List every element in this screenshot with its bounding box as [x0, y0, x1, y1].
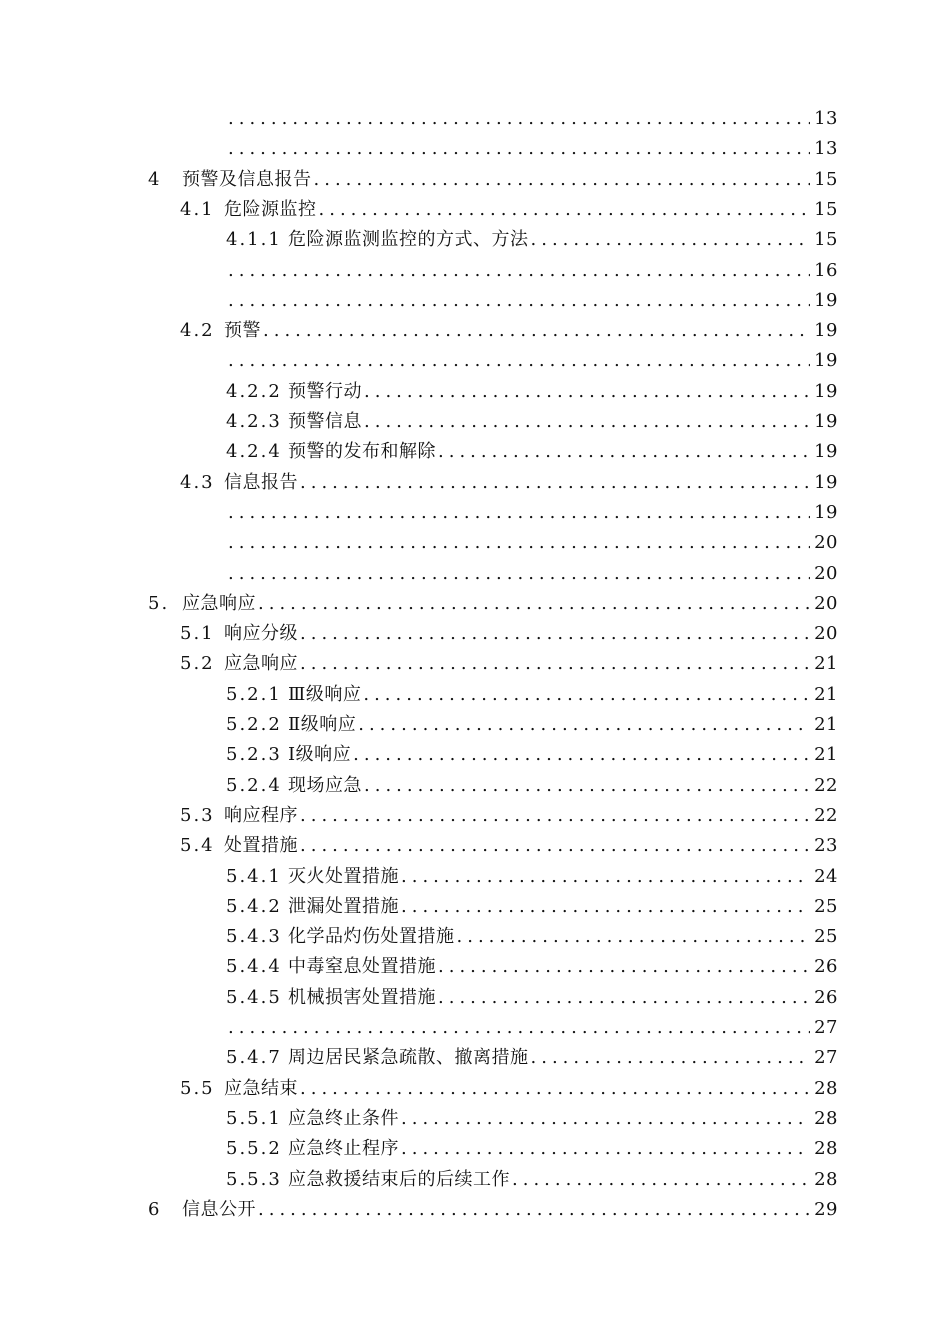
toc-row[interactable] — [0, 619, 950, 649]
toc-row[interactable] — [0, 892, 950, 922]
toc-row[interactable] — [0, 1195, 950, 1225]
toc-entry[interactable] — [226, 377, 838, 407]
toc-entry-title: 中毒窒息处置措施 — [288, 956, 436, 978]
toc-page-number: 19 — [814, 320, 838, 342]
toc-entry[interactable] — [180, 649, 838, 679]
toc-row[interactable] — [0, 771, 950, 801]
toc-entry-number: 5.4.5 — [226, 986, 282, 1008]
toc-dot-leader — [436, 983, 810, 1013]
toc-entry[interactable] — [180, 468, 838, 498]
toc-dot-leader — [399, 862, 810, 892]
toc-entry-number: 5.2.4 — [226, 774, 282, 796]
toc-entry-number: 5.5 — [180, 1077, 215, 1099]
toc-entry-number: 4.2.4 — [226, 441, 282, 463]
toc-entry[interactable] — [226, 407, 838, 437]
toc-dot-leader — [362, 771, 810, 801]
toc-page-number: 19 — [814, 441, 838, 463]
toc-dot-leader — [226, 104, 810, 134]
toc-entry[interactable] — [180, 801, 838, 831]
toc-page-number: 27 — [814, 1047, 838, 1069]
toc-page-number: 21 — [814, 653, 838, 675]
toc-entry-number: 5.4.7 — [226, 1047, 282, 1069]
toc-entry-title: 信息报告 — [224, 471, 298, 493]
toc-entry-title: 化学品灼伤处置措施 — [288, 926, 455, 948]
toc-entry[interactable] — [148, 1195, 838, 1225]
toc-entry[interactable] — [180, 831, 838, 861]
toc-dot-leader — [351, 740, 810, 770]
toc-entry-title: 应急响应 — [224, 653, 298, 675]
toc-page-number: 21 — [814, 744, 838, 766]
toc-dot-leader — [298, 649, 810, 679]
toc-entry-title: 响应程序 — [224, 804, 298, 826]
toc-entry[interactable] — [226, 952, 838, 982]
toc-entry-number: 5.2.2 — [226, 714, 282, 735]
toc-row[interactable] — [0, 468, 950, 498]
toc-entry-title: 危险源监测监控的方式、方法 — [288, 229, 529, 251]
toc-entry[interactable] — [226, 134, 838, 164]
toc-entry-title: Ⅰ级响应 — [288, 744, 352, 766]
toc-row[interactable] — [0, 134, 950, 164]
toc-page-number: 13 — [814, 108, 838, 129]
toc-entry[interactable] — [226, 286, 838, 316]
toc-entry-number: 5.2 — [180, 653, 215, 675]
toc-entry-title: 应急终止程序 — [288, 1138, 399, 1160]
toc-dot-leader — [312, 165, 811, 195]
toc-entry-title: 预警及信息报告 — [182, 168, 312, 190]
toc-entry[interactable] — [226, 104, 838, 134]
toc-entry-number: 5.5.1 — [226, 1107, 282, 1129]
toc-page-number: 26 — [814, 956, 838, 978]
toc-dot-leader — [226, 498, 810, 528]
toc-entry-number: 5.2.1 — [226, 683, 282, 705]
toc-entry[interactable] — [180, 1074, 838, 1104]
toc-entry-title: 周边居民紧急疏散、撤离措施 — [288, 1047, 529, 1069]
toc-page-number: 22 — [814, 774, 838, 796]
toc-dot-leader — [298, 801, 810, 831]
toc-dot-leader — [226, 346, 810, 376]
toc-page-number: 15 — [814, 198, 838, 220]
toc-page-number: 20 — [814, 562, 838, 584]
toc-dot-leader — [298, 1074, 810, 1104]
toc-page-number: 19 — [814, 289, 838, 311]
toc-entry[interactable] — [226, 1165, 838, 1195]
toc-dot-leader — [256, 1195, 810, 1225]
toc-entry-number: 4.3 — [180, 471, 215, 493]
toc-page-number: 27 — [814, 1017, 838, 1038]
toc-entry-title: 应急终止条件 — [288, 1107, 399, 1129]
toc-entry-title: 预警信息 — [288, 411, 362, 432]
toc-entry-title: 应急响应 — [182, 592, 256, 614]
toc-entry-title: 预警行动 — [288, 380, 362, 402]
toc-entry-number: 5.5.3 — [226, 1168, 282, 1190]
toc-page-number: 21 — [814, 683, 838, 705]
toc-dot-leader — [436, 952, 810, 982]
toc-entry-title: 应急结束 — [224, 1077, 298, 1099]
toc-dot-leader — [362, 407, 810, 437]
toc-dot-leader — [529, 1043, 811, 1073]
toc-entry[interactable] — [148, 589, 838, 619]
toc-entry[interactable] — [226, 710, 838, 740]
toc-row[interactable] — [0, 528, 950, 558]
toc-row[interactable] — [0, 710, 950, 740]
toc-entry-number: 5.1 — [180, 623, 215, 645]
toc-entry[interactable] — [226, 1134, 838, 1164]
toc-entry[interactable] — [226, 1043, 838, 1073]
toc-entry[interactable] — [226, 437, 838, 467]
toc-entry-number: 4.1.1 — [226, 229, 282, 251]
toc-entry-title: 泄漏处置措施 — [288, 895, 399, 917]
toc-row[interactable] — [0, 1104, 950, 1134]
toc-entry[interactable] — [226, 498, 838, 528]
toc-page-number: 22 — [814, 804, 838, 826]
toc-dot-leader — [298, 619, 810, 649]
toc-row[interactable] — [0, 286, 950, 316]
toc-row[interactable] — [0, 589, 950, 619]
toc-page-number: 19 — [814, 411, 838, 432]
toc-entry-title: 危险源监控 — [224, 198, 317, 220]
toc-entry-number: 4.1 — [180, 198, 215, 220]
toc-entry[interactable] — [226, 528, 838, 558]
toc-page-number: 15 — [814, 168, 838, 190]
toc-row[interactable] — [0, 346, 950, 376]
toc-row[interactable] — [0, 952, 950, 982]
toc-entry-title: 灭火处置措施 — [288, 865, 399, 887]
toc-dot-leader — [436, 437, 810, 467]
toc-entry[interactable] — [226, 680, 838, 710]
toc-page-number: 16 — [814, 259, 838, 281]
toc-dot-leader — [510, 1165, 810, 1195]
toc-page-number: 21 — [814, 714, 838, 735]
toc-row[interactable] — [0, 256, 950, 286]
toc-page-number: 25 — [814, 895, 838, 917]
toc-entry-number: 4.2.2 — [226, 380, 282, 402]
toc-entry[interactable] — [226, 559, 838, 589]
toc-entry[interactable] — [148, 165, 838, 195]
toc-dot-leader — [226, 286, 810, 316]
toc-entry-number: 5. — [148, 592, 170, 614]
toc-dot-leader — [399, 1104, 810, 1134]
toc-page-number: 19 — [814, 471, 838, 493]
toc-page-number: 13 — [814, 138, 838, 160]
toc-row[interactable] — [0, 922, 950, 952]
toc-entry[interactable] — [226, 892, 838, 922]
toc-entry-number: 5.4.1 — [226, 865, 282, 887]
toc-row[interactable] — [0, 801, 950, 831]
toc-entry-number: 5.2.3 — [226, 744, 282, 766]
toc-entry-number: 4 — [148, 168, 162, 190]
toc-page-number: 28 — [814, 1077, 838, 1099]
toc-entry-title: 预警 — [224, 320, 261, 342]
toc-dot-leader — [362, 377, 810, 407]
toc-dot-leader — [298, 468, 810, 498]
toc-row[interactable] — [0, 1013, 950, 1043]
toc-entry-title: 处置措施 — [224, 835, 298, 857]
toc-row[interactable] — [0, 1134, 950, 1164]
toc-page-number: 23 — [814, 835, 838, 857]
toc-entry-number: 4.2.3 — [226, 411, 282, 432]
toc-dot-leader — [261, 316, 810, 346]
toc-dot-leader — [455, 922, 811, 952]
toc-entry-number: 4.2 — [180, 320, 215, 342]
toc-dot-leader — [226, 528, 810, 558]
toc-row[interactable] — [0, 1043, 950, 1073]
toc-row[interactable] — [0, 740, 950, 770]
toc-page-number: 29 — [814, 1198, 838, 1220]
toc-dot-leader — [256, 589, 810, 619]
toc-page-number: 28 — [814, 1107, 838, 1129]
toc-entry-title: 信息公开 — [182, 1198, 256, 1220]
toc-entry[interactable] — [226, 1104, 838, 1134]
toc-entry-number: 5.4.2 — [226, 895, 282, 917]
toc-entry-title: Ⅲ级响应 — [288, 683, 362, 705]
toc-row[interactable] — [0, 104, 950, 134]
toc-page-number: 20 — [814, 592, 838, 614]
toc-page-number: 25 — [814, 926, 838, 948]
toc-page-number: 19 — [814, 350, 838, 372]
toc-entry[interactable] — [226, 922, 838, 952]
toc-entry-title: 应急救援结束后的后续工作 — [288, 1168, 510, 1190]
toc-entry[interactable] — [226, 1013, 838, 1043]
toc-entry[interactable] — [226, 740, 838, 770]
toc-page-number: 26 — [814, 986, 838, 1008]
toc-row[interactable] — [0, 498, 950, 528]
toc-dot-leader — [226, 559, 810, 589]
toc-entry-title: Ⅱ级响应 — [288, 714, 357, 735]
toc-dot-leader — [356, 710, 810, 740]
toc-entry-number: 5.5.2 — [226, 1138, 282, 1160]
toc-page-number: 20 — [814, 623, 838, 645]
toc-entry[interactable] — [226, 225, 838, 255]
toc-dot-leader — [399, 892, 810, 922]
toc-row[interactable] — [0, 377, 950, 407]
toc-row[interactable] — [0, 831, 950, 861]
toc-entry[interactable] — [226, 346, 838, 376]
toc-row[interactable] — [0, 195, 950, 225]
toc-dot-leader — [226, 134, 810, 164]
toc-entry-title: 响应分级 — [224, 623, 298, 645]
toc-entry[interactable] — [226, 862, 838, 892]
toc-entry-title: 机械损害处置措施 — [288, 986, 436, 1008]
toc-page-number: 28 — [814, 1138, 838, 1160]
toc-entry-number: 5.4 — [180, 835, 215, 857]
toc-dot-leader — [529, 225, 811, 255]
toc-entry-number: 5.4.4 — [226, 956, 282, 978]
toc-entry-title: 现场应急 — [288, 774, 362, 796]
toc-entry[interactable] — [180, 195, 838, 225]
toc-entry-number: 5.4.3 — [226, 926, 282, 948]
toc-row[interactable] — [0, 862, 950, 892]
toc-dot-leader — [361, 680, 810, 710]
toc-page-number: 19 — [814, 380, 838, 402]
toc-dot-leader — [298, 831, 810, 861]
toc-page-number: 24 — [814, 865, 838, 887]
toc-dot-leader — [226, 1013, 810, 1043]
toc-entry[interactable] — [226, 983, 838, 1013]
toc-row[interactable] — [0, 407, 950, 437]
toc-entry[interactable] — [226, 256, 838, 286]
toc-dot-leader — [317, 195, 811, 225]
toc-page-number: 20 — [814, 532, 838, 554]
toc-row[interactable] — [0, 559, 950, 589]
toc-entry[interactable] — [180, 316, 838, 346]
toc-row[interactable] — [0, 649, 950, 679]
toc-row[interactable] — [0, 1074, 950, 1104]
toc-page-number: 28 — [814, 1168, 838, 1190]
toc-row[interactable] — [0, 437, 950, 467]
toc-row[interactable] — [0, 316, 950, 346]
toc-entry[interactable] — [180, 619, 838, 649]
toc-page-number: 15 — [814, 229, 838, 251]
toc-row[interactable] — [0, 1165, 950, 1195]
toc-page-number: 19 — [814, 501, 838, 523]
toc-row[interactable] — [0, 165, 950, 195]
toc-row[interactable] — [0, 983, 950, 1013]
toc-row[interactable] — [0, 680, 950, 710]
toc-entry-title: 预警的发布和解除 — [288, 441, 436, 463]
toc-entry-number: 5.3 — [180, 804, 215, 826]
toc-dot-leader — [399, 1134, 810, 1164]
toc-entry-number: 6 — [148, 1198, 162, 1220]
toc-entry[interactable] — [226, 771, 838, 801]
toc-dot-leader — [226, 256, 810, 286]
toc-row[interactable] — [0, 225, 950, 255]
